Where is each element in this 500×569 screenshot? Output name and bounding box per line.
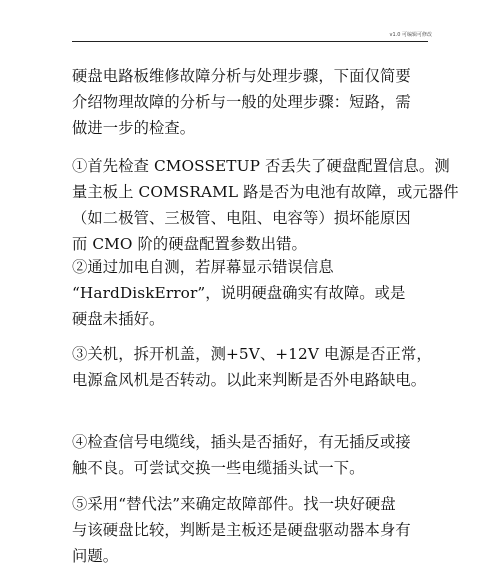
text-line: 量主板上 COMSRAML 路是否为电池有故障，或元器件 — [72, 183, 459, 201]
text-line: 电源盒风机是否转动。以此来判断是否外电路缺电。 — [72, 371, 427, 389]
text-line: （如二极管、三极管、电阻、电容等）损坏能原因 — [72, 209, 411, 227]
paragraph-intro — [72, 63, 432, 141]
text-line: 硬盘未插好。 — [72, 310, 165, 328]
text-line: 介绍物理故障的分析与一般的处理步骤：短路，需 — [72, 93, 411, 111]
text-line: 而 CMO 阶的硬盘配置参数出错。 — [72, 235, 307, 253]
text-line: 做进一步的检查。 — [72, 119, 196, 137]
paragraph-step-5 — [72, 491, 432, 569]
text-line: 硬盘电路板维修故障分析与处理步骤，下面仅简要 — [72, 67, 411, 85]
text-line: 问题。 — [72, 547, 119, 565]
paragraph-step-1 — [72, 153, 459, 257]
paragraph-step-2 — [72, 254, 432, 332]
header-rule — [72, 41, 428, 42]
text-line: ④检查信号电缆线，插头是否插好，有无插反或接 — [72, 433, 411, 451]
text-line: ②通过加电自测，若屏幕显示错误信息 — [72, 258, 334, 276]
text-line: ⑤采用“替代法”来确定故障部件。找一块好硬盘 — [72, 495, 396, 513]
text-line: 触不良。可尝试交换一些电缆插头试一下。 — [72, 459, 365, 477]
page-header — [0, 0, 500, 44]
paragraph-step-3 — [72, 341, 432, 393]
text-line: ①首先检查 CMOSSETUP 否丢失了硬盘配置信息。测 — [72, 157, 450, 175]
paragraph-step-4 — [72, 429, 432, 481]
text-line: 与该硬盘比较，判断是主板还是硬盘驱动器本身有 — [72, 521, 411, 539]
text-line: “HardDiskError”，说明硬盘确实有故障。或是 — [72, 284, 406, 302]
text-line: ③关机，拆开机盖，测+5V、+12V 电源是否正常， — [72, 345, 432, 363]
header-text: v1.0 可编辑可修改 — [389, 32, 432, 38]
